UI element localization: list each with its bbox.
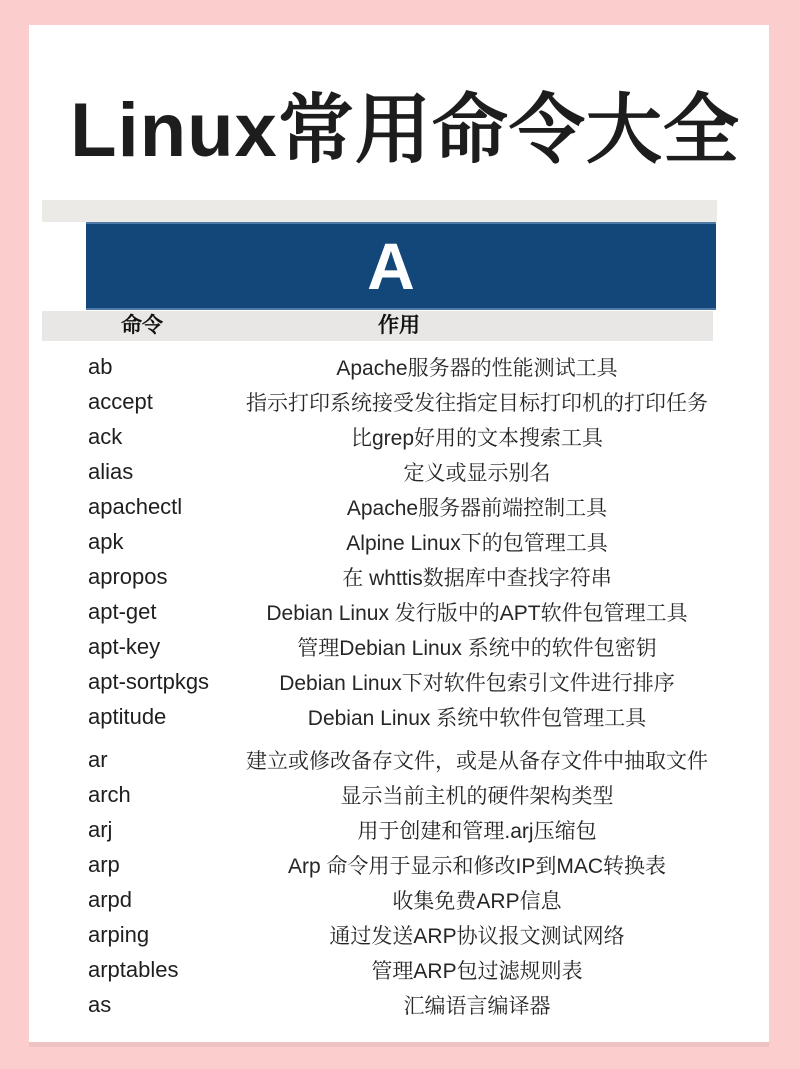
command-table-rows (86, 349, 716, 1022)
table-row (86, 349, 716, 384)
col-header-command: 命令 (121, 314, 163, 337)
table-header-row (42, 311, 713, 341)
command-name: aptitude (88, 703, 167, 729)
command-name: ack (88, 423, 123, 449)
section-letter-band (86, 222, 716, 310)
table-row (86, 882, 716, 917)
command-description: Debian Linux 发行版中的APT软件包管理工具 (266, 601, 688, 625)
command-name: arj (88, 816, 113, 842)
command-description: 管理Debian Linux 系统中的软件包密钥 (297, 636, 657, 660)
page-title: Linux常用命令大全 (70, 88, 740, 173)
command-name: arch (88, 781, 131, 807)
table-row (86, 987, 716, 1022)
command-description: 汇编语言编译器 (403, 994, 551, 1018)
table-top-strip (42, 200, 717, 222)
table-row (86, 952, 716, 987)
command-name: ab (88, 353, 113, 379)
command-name: apt-get (88, 598, 157, 624)
command-name: apt-sortpkgs (88, 668, 210, 694)
table-row (86, 524, 716, 559)
command-description: Debian Linux 系统中软件包管理工具 (307, 706, 647, 730)
command-name: as (88, 991, 112, 1017)
command-description: 收集免费ARP信息 (392, 889, 562, 913)
command-description: 定义或显示别名 (403, 461, 551, 485)
command-name: arpd (88, 886, 133, 912)
command-description: 建立或修改备存文件，或是从备存文件中抽取文件 (246, 749, 708, 773)
table-row (86, 917, 716, 952)
command-description: Arp 命令用于显示和修改IP到MAC转换表 (287, 854, 667, 878)
command-description: 通过发送ARP协议报文测试网络 (329, 924, 625, 948)
table-row (86, 812, 716, 847)
command-name: apt-key (88, 633, 161, 659)
command-description: Alpine Linux下的包管理工具 (346, 531, 608, 555)
table-row (86, 594, 716, 629)
table-row (86, 384, 716, 419)
content-card (29, 25, 769, 1042)
table-row (86, 419, 716, 454)
command-description: Debian Linux下对软件包索引文件进行排序 (279, 671, 675, 695)
table-row (86, 847, 716, 882)
command-description: 显示当前主机的硬件架构类型 (340, 784, 614, 808)
command-name: alias (88, 458, 134, 484)
table-row (86, 454, 716, 489)
command-name: apachectl (88, 493, 183, 519)
table-row (86, 777, 716, 812)
section-letter: A (367, 229, 415, 303)
table-row (86, 699, 716, 734)
command-description: 用于创建和管理.arj压缩包 (357, 819, 597, 843)
col-header-action: 作用 (378, 314, 420, 337)
command-description: Apache服务器前端控制工具 (346, 496, 608, 520)
table-row (86, 629, 716, 664)
command-name: accept (88, 388, 153, 414)
command-name: arping (88, 921, 150, 947)
command-name: arp (88, 851, 120, 877)
table-row (86, 559, 716, 594)
command-description: 比grep好用的文本搜索工具 (350, 426, 604, 450)
table-row (86, 742, 716, 777)
command-description: 管理ARP包过滤规则表 (371, 959, 583, 983)
command-name: apk (88, 528, 124, 554)
command-description: 指示打印系统接受发往指定目标打印机的打印任务 (246, 391, 708, 415)
command-name: arptables (88, 956, 179, 982)
table-row (86, 664, 716, 699)
command-description: 在 whttis数据库中查找字符串 (342, 566, 612, 590)
command-name: ar (88, 746, 108, 772)
table-row (86, 489, 716, 524)
command-description: Apache服务器的性能测试工具 (336, 356, 618, 380)
command-name: apropos (88, 563, 168, 589)
